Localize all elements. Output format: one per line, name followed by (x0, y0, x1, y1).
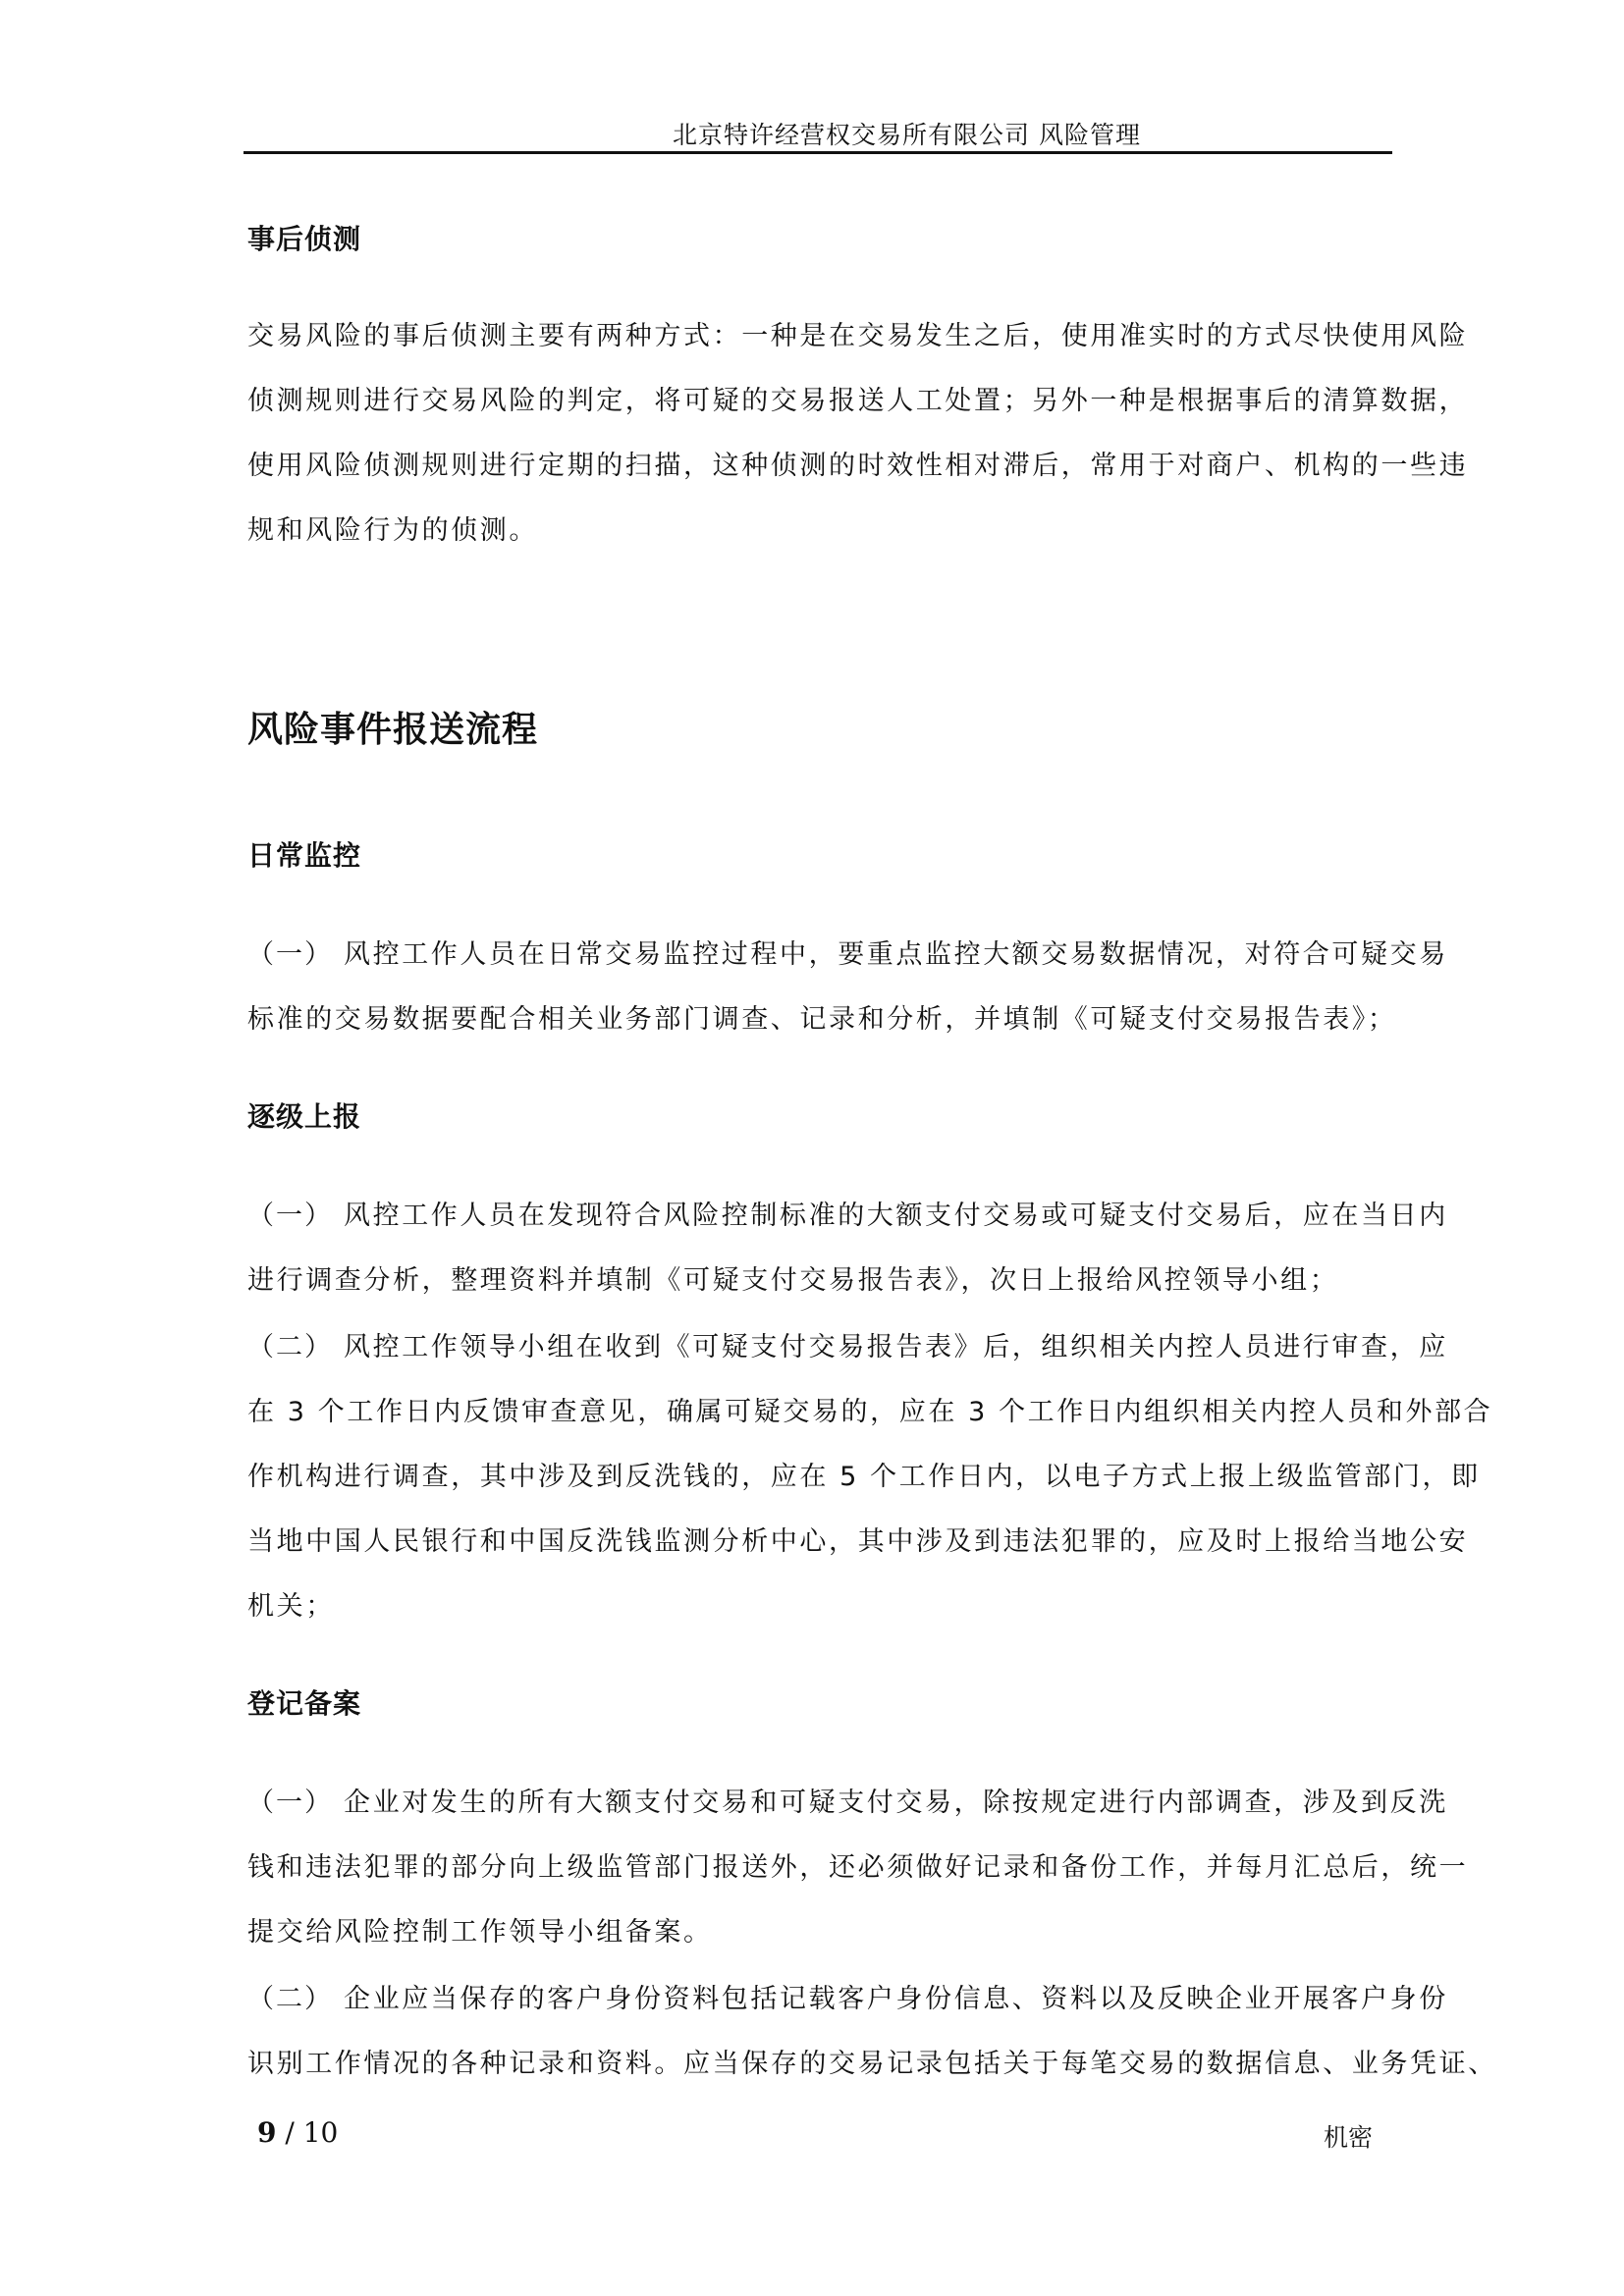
paragraph-line: 作机构进行调查，其中涉及到反洗钱的，应在 5 个工作日内，以电子方式上报上级监管部门，即 (247, 1462, 1481, 1492)
paragraph-line: 当地中国人民银行和中国反洗钱监测分析中心，其中涉及到违法犯罪的，应及时上报给当地公安 (247, 1526, 1469, 1557)
paragraph-line: 提交给风险控制工作领导小组备案。 (247, 1917, 713, 1948)
list-item (247, 933, 1448, 971)
paragraph-line: 交易风险的事后侦测主要有两种方式：一种是在交易发生之后，使用准实时的方式尽快使用风险 (247, 321, 1469, 351)
paragraph-line: 在 3 个工作日内反馈审查意见，确属可疑交易的，应在 3 个工作日内组织相关内控人员和外部合 (247, 1397, 1493, 1427)
page-number (257, 2116, 338, 2149)
item-text: 风控工作领导小组在收到《可疑支付交易报告表》后，组织相关内控人员进行审查，应 (344, 1332, 1448, 1362)
header-rule (244, 151, 1392, 154)
list-item (247, 1781, 1448, 1819)
confidential-label: 机密 (1324, 2123, 1374, 2152)
paragraph-line: 机关； (247, 1591, 335, 1622)
item-text: 企业应当保存的客户身份资料包括记载客户身份信息、资料以及反映企业开展客户身份 (344, 1984, 1448, 2014)
item-number: （一） (247, 939, 333, 970)
paragraph-line: 侦测规则进行交易风险的判定，将可疑的交易报送人工处置；另外一种是根据事后的清算数据， (247, 386, 1469, 416)
item-text: 风控工作人员在日常交易监控过程中，要重点监控大额交易数据情况，对符合可疑交易 (344, 939, 1448, 970)
heading-daily-monitoring: 日常监控 (247, 839, 362, 872)
paragraph-line: 使用风险侦测规则进行定期的扫描，这种侦测的时效性相对滞后，常用于对商户、机构的一些违 (247, 451, 1469, 481)
item-number: （二） (247, 1332, 333, 1362)
page-total: / 10 (285, 2116, 339, 2149)
item-text: 风控工作人员在发现符合风险控制标准的大额支付交易或可疑支付交易后，应在当日内 (344, 1201, 1448, 1231)
heading-escalation: 逐级上报 (247, 1100, 362, 1133)
paragraph-line: 标准的交易数据要配合相关业务部门调查、记录和分析，并填制《可疑支付交易报告表》； (247, 1004, 1397, 1035)
heading-reporting-process: 风险事件报送流程 (247, 710, 539, 750)
list-item (247, 1977, 1448, 2015)
item-text: 企业对发生的所有大额支付交易和可疑支付交易，除按规定进行内部调查，涉及到反洗 (344, 1788, 1448, 1818)
list-item (247, 1325, 1448, 1363)
paragraph-line: 钱和违法犯罪的部分向上级监管部门报送外，还必须做好记录和备份工作，并每月汇总后，统一 (247, 1852, 1469, 1883)
list-item (247, 1194, 1448, 1232)
paragraph-line: 进行调查分析，整理资料并填制《可疑支付交易报告表》，次日上报给风控领导小组； (247, 1265, 1339, 1296)
paragraph-line: 规和风险行为的侦测。 (247, 515, 538, 546)
item-number: （一） (247, 1201, 333, 1231)
page-current: 9 (257, 2116, 277, 2149)
header-title: 北京特许经营权交易所有限公司 风险管理 (673, 121, 1141, 149)
item-number: （一） (247, 1788, 333, 1818)
paragraph-line: 识别工作情况的各种记录和资料。应当保存的交易记录包括关于每笔交易的数据信息、业务凭证、 (247, 2049, 1497, 2079)
heading-record-filing: 登记备案 (247, 1687, 362, 1720)
heading-post-detection: 事后侦测 (247, 223, 362, 255)
item-number: （二） (247, 1984, 333, 2014)
